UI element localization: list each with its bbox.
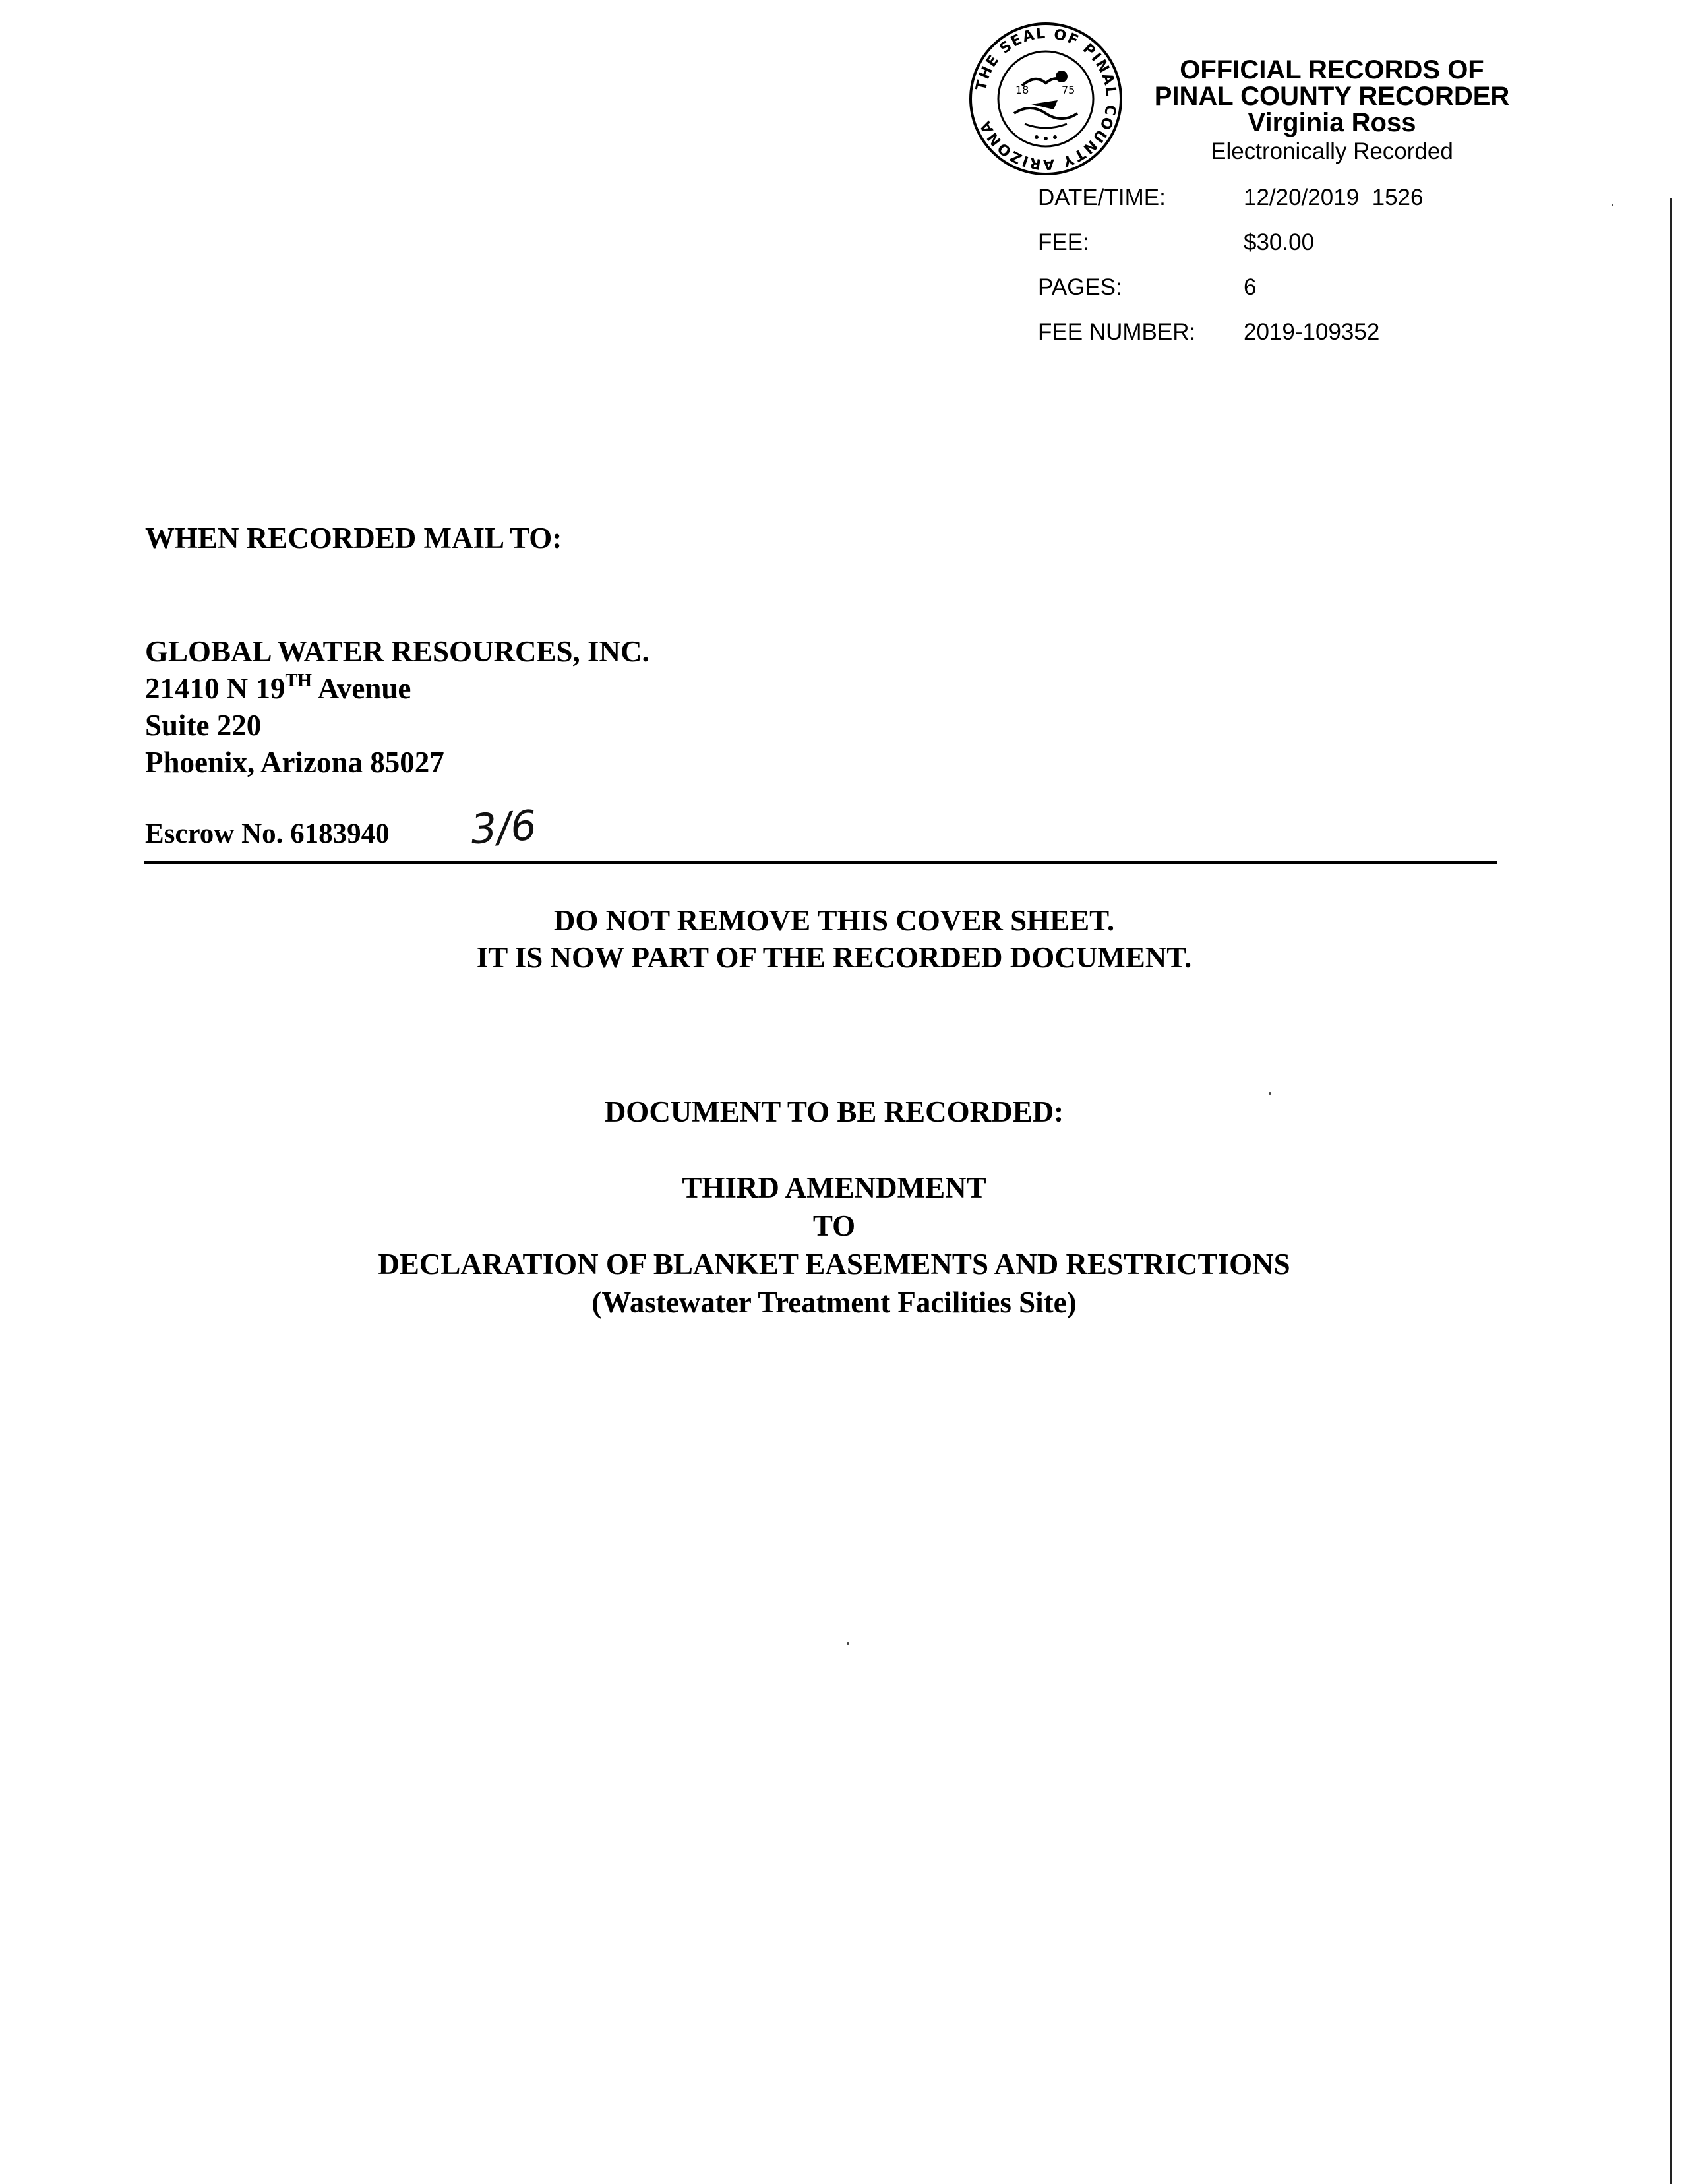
address-street	[145, 670, 649, 707]
mailing-address	[145, 633, 649, 781]
fee-number-value: 2019-109352	[1244, 319, 1380, 345]
recorder-name: Virginia Ross	[1248, 108, 1416, 137]
pages-value: 6	[1244, 274, 1257, 300]
fee-label: FEE:	[1038, 229, 1089, 255]
mail-to-heading: WHEN RECORDED MAIL TO:	[145, 522, 562, 555]
recording-method: Electronically Recorded	[1211, 138, 1453, 164]
address-street-ordinal: TH	[285, 671, 312, 691]
address-street-number: 21410 N 19	[145, 672, 286, 705]
recording-info-row	[1038, 220, 1423, 265]
title-line-4: (Wastewater Treatment Facilities Site)	[591, 1286, 1077, 1319]
recorder-header	[1134, 57, 1530, 165]
title-line-2: TO	[812, 1209, 856, 1242]
notice-line-1: DO NOT REMOVE THIS COVER SHEET.	[553, 904, 1115, 937]
recording-info-row	[1038, 265, 1423, 310]
address-city: Phoenix, Arizona 85027	[145, 746, 444, 779]
fee-number-label: FEE NUMBER:	[1038, 319, 1196, 345]
pages-label: PAGES:	[1038, 274, 1122, 300]
scan-speck	[1269, 1092, 1271, 1095]
scan-speck	[1612, 204, 1613, 206]
scan-edge-line	[1670, 198, 1672, 2184]
fee-value: $30.00	[1244, 229, 1315, 255]
recording-info-table	[1038, 175, 1423, 355]
svg-text:THE SEAL OF PINAL COUNTY ARIZO: THE SEAL OF PINAL COUNTY ARIZONA	[973, 25, 1120, 173]
date-time-label: DATE/TIME:	[1038, 185, 1166, 210]
document-title	[0, 1168, 1668, 1321]
recording-info-row	[1038, 175, 1423, 220]
divider-line	[144, 861, 1497, 864]
date-time-value: 12/20/2019 1526	[1244, 185, 1424, 210]
scan-speck	[847, 1642, 849, 1645]
recorder-office: PINAL COUNTY RECORDER	[1154, 82, 1510, 111]
cover-sheet-notice	[0, 902, 1668, 976]
seal-year-left: 18	[1015, 84, 1029, 96]
escrow-number: Escrow No. 6183940	[145, 818, 390, 849]
recording-info-row	[1038, 310, 1423, 355]
address-company: GLOBAL WATER RESOURCES, INC.	[145, 635, 649, 668]
county-seal-graphic	[968, 21, 1124, 177]
county-seal	[968, 21, 1124, 177]
title-line-1: THIRD AMENDMENT	[682, 1171, 986, 1204]
handwritten-page-note: 3/6	[469, 801, 539, 854]
title-line-3: DECLARATION OF BLANKET EASEMENTS AND RESTRICTIONS	[378, 1248, 1290, 1281]
address-street-name: Avenue	[311, 672, 411, 705]
document-heading: DOCUMENT TO BE RECORDED:	[604, 1095, 1064, 1128]
address-suite: Suite 220	[145, 709, 262, 742]
seal-year-right: 75	[1062, 84, 1075, 96]
notice-line-2: IT IS NOW PART OF THE RECORDED DOCUMENT.	[476, 941, 1192, 974]
recorder-title: OFFICIAL RECORDS OF	[1180, 55, 1484, 84]
